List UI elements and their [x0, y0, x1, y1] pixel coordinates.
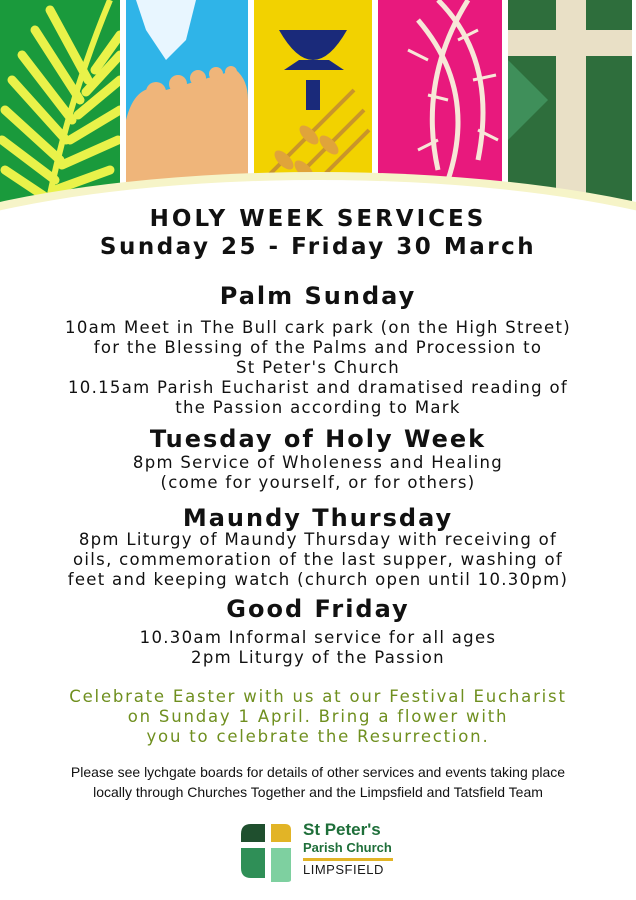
footer-note	[0, 762, 636, 802]
text-line: St Peter's Church	[236, 358, 400, 377]
palm-sunday-details	[0, 318, 636, 418]
good-friday-details	[0, 628, 636, 668]
text-line: feet and keeping watch (church open until 10.30pm)	[67, 570, 569, 589]
date-range: Sunday 25 - Friday 30 March	[99, 234, 537, 260]
heading-maundy-thursday: Maundy Thursday	[182, 504, 454, 532]
maundy-thursday-details	[0, 530, 636, 590]
text-line: 2pm Liturgy of the Passion	[191, 648, 445, 667]
text-line: 8pm Liturgy of Maundy Thursday with receiving of	[78, 530, 558, 549]
logo-subtitle: Parish Church	[303, 840, 392, 855]
text-line: locally through Churches Together and the Limpsfield and Tatsfield Team	[93, 784, 543, 800]
text-line: 8pm Service of Wholeness and Healing	[132, 453, 504, 472]
cross-logo-icon	[241, 820, 297, 884]
tuesday-details	[0, 453, 636, 493]
logo-place: LIMPSFIELD	[303, 862, 384, 877]
text-line: 10.15am Parish Eucharist and dramatised reading of	[67, 378, 569, 397]
easter-message	[0, 687, 636, 747]
text-line: on Sunday 1 April. Bring a flower with	[127, 707, 509, 726]
text-line: you to celebrate the Resurrection.	[146, 727, 490, 746]
page-title: HOLY WEEK SERVICES	[149, 206, 487, 232]
text-line: Celebrate Easter with us at our Festival Eucharist	[69, 687, 567, 706]
church-logo	[241, 820, 401, 884]
text-line: Please see lychgate boards for details of other services and events taking place	[70, 764, 566, 780]
text-line: 10.30am Informal service for all ages	[139, 628, 497, 647]
heading-good-friday: Good Friday	[226, 595, 410, 623]
heading-tuesday: Tuesday of Holy Week	[149, 425, 487, 453]
text-line: for the Blessing of the Palms and Procession to	[93, 338, 543, 357]
text-line: the Passion according to Mark	[175, 398, 461, 417]
logo-divider	[303, 858, 393, 861]
logo-name: St Peter's	[303, 820, 381, 839]
text-line: 10am Meet in The Bull cark park (on the High Street)	[65, 318, 571, 337]
text-line: (come for yourself, or for others)	[160, 473, 476, 492]
heading-palm-sunday: Palm Sunday	[219, 282, 417, 310]
text-line: oils, commemoration of the last supper, washing of	[73, 550, 563, 569]
